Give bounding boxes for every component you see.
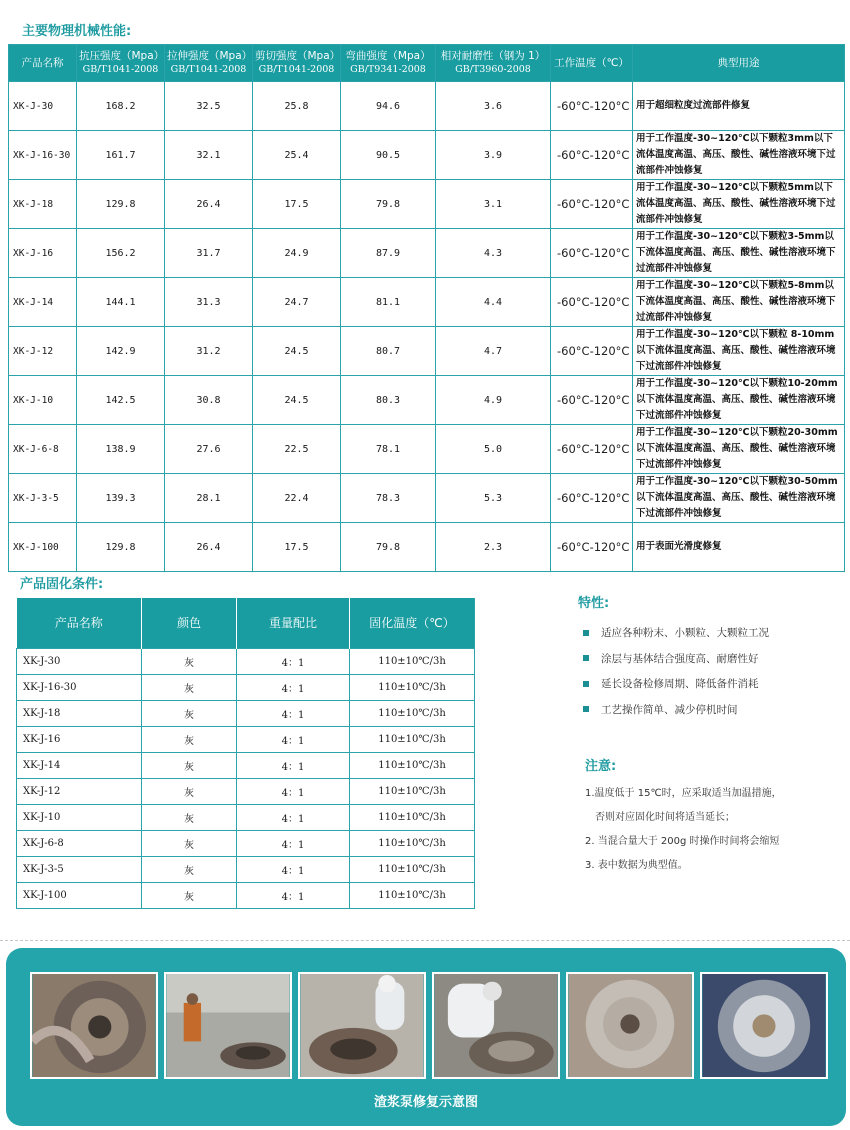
cell-bend: 80.7 (341, 327, 436, 376)
cell-wear: 3.6 (436, 82, 551, 131)
cell-use: 用于工作温度-30~120℃以下颗粒3mm以下流体温度高温、高压、酸性、碱性溶液环境下过流部件冲蚀修复 (633, 131, 845, 180)
mech-header-standard: GB/T1041-2008 (258, 64, 335, 75)
cure-conditions-table (16, 598, 475, 909)
banner-caption: 渣浆泵修复示意图 (373, 1095, 478, 1110)
cell-temp: 110±10℃/3h (350, 752, 475, 778)
cell-name: XK-J-6-8 (9, 425, 77, 474)
cell-shear: 24.5 (253, 376, 341, 425)
cell-color: 灰 (142, 856, 237, 882)
note-item: 2. 当混合量大于 200g 时操作时间将会缩短 (585, 836, 780, 847)
cell-name: XK-J-14 (9, 278, 77, 327)
table-row (9, 180, 845, 229)
cell-name: XK-J-30 (17, 648, 142, 674)
cell-wear: 5.0 (436, 425, 551, 474)
cell-bend: 79.8 (341, 523, 436, 572)
repair-photo-applying-coating (298, 972, 426, 1079)
cell-use: 用于工作温度-30~120℃以下颗粒30-50mm以下流体温度高温、高压、酸性、碱性溶液环境下过流部件冲蚀修复 (633, 474, 845, 523)
repair-photo-workshop (164, 972, 292, 1079)
table-row (9, 376, 845, 425)
cell-ratio: 4：1 (237, 674, 350, 700)
cell-name: XK-J-16 (17, 726, 142, 752)
mech-header-label: 剪切强度（Mpa） (255, 50, 341, 62)
notes-title: 注意: (585, 759, 617, 774)
table-row (9, 131, 845, 180)
cell-use: 用于工作温度-30~120℃以下颗粒3-5mm以下流体温度高温、高压、酸性、碱性溶液环境下过流部件冲蚀修复 (633, 229, 845, 278)
mech-header-standard: GB/T1041-2008 (170, 64, 247, 75)
table-row (17, 830, 475, 856)
mech-section-title: 主要物理机械性能: (22, 24, 132, 39)
cell-temp: 110±10℃/3h (350, 882, 475, 908)
cell-temp: 110±10℃/3h (350, 856, 475, 882)
list-item (583, 671, 833, 697)
table-row (9, 327, 845, 376)
list-item (583, 697, 833, 723)
cell-name: XK-J-12 (17, 778, 142, 804)
cell-compress: 161.7 (77, 131, 165, 180)
square-bullet-icon (583, 706, 589, 712)
cell-temp: 110±10℃/3h (350, 648, 475, 674)
cell-wear: 4.9 (436, 376, 551, 425)
mech-header-cell (165, 45, 253, 82)
mech-header-cell (253, 45, 341, 82)
cell-shear: 17.5 (253, 180, 341, 229)
features-title: 特性: (578, 596, 610, 611)
mech-header-standard: GB/T9341-2008 (350, 64, 426, 75)
cell-name: XK-J-6-8 (17, 830, 142, 856)
cell-bend: 81.1 (341, 278, 436, 327)
cell-tensile: 30.8 (165, 376, 253, 425)
cell-name: XK-J-12 (9, 327, 77, 376)
cell-tensile: 26.4 (165, 523, 253, 572)
notes-list (585, 782, 835, 878)
cell-color: 灰 (142, 648, 237, 674)
cell-ratio: 4：1 (237, 830, 350, 856)
cell-name: XK-J-30 (9, 82, 77, 131)
cell-color: 灰 (142, 804, 237, 830)
cell-tensile: 32.5 (165, 82, 253, 131)
cell-name: XK-J-16 (9, 229, 77, 278)
list-item (583, 646, 833, 672)
cell-name: XK-J-10 (9, 376, 77, 425)
cell-use: 用于工作温度-30~120℃以下颗粒 8-10mm 以下流体温度高温、高压、酸性、碱性溶液环境下过流部件冲蚀修复 (633, 327, 845, 376)
cell-ratio: 4：1 (237, 882, 350, 908)
cell-compress: 142.9 (77, 327, 165, 376)
cell-temp: 110±10℃/3h (350, 804, 475, 830)
repair-photo-coated-casing (566, 972, 694, 1079)
cell-use: 用于超细粒度过流部件修复 (633, 82, 845, 131)
cell-shear: 22.4 (253, 474, 341, 523)
cell-ratio: 4：1 (237, 700, 350, 726)
cell-temp: 110±10℃/3h (350, 830, 475, 856)
mech-header-label: 相对耐磨性（钢为 1） (440, 50, 546, 62)
cell-wear: 5.3 (436, 474, 551, 523)
table-row (9, 523, 845, 572)
mech-header-cell (9, 45, 77, 82)
cell-compress: 156.2 (77, 229, 165, 278)
note-item: 否则对应固化时间将适当延长； (595, 812, 735, 823)
mech-table-body (9, 82, 845, 572)
square-bullet-icon (583, 630, 589, 636)
cell-temp: -60°C-120°C (551, 474, 633, 523)
square-bullet-icon (583, 655, 589, 661)
cell-shear: 25.8 (253, 82, 341, 131)
cell-temp: 110±10℃/3h (350, 778, 475, 804)
cell-color: 灰 (142, 830, 237, 856)
feature-text: 适应各种粉末、小颗粒、大颗粒工况 (601, 627, 769, 640)
cell-wear: 4.4 (436, 278, 551, 327)
table-row (9, 82, 845, 131)
cell-ratio: 4：1 (237, 648, 350, 674)
table-row (17, 648, 475, 674)
cell-wear: 3.9 (436, 131, 551, 180)
table-row (9, 474, 845, 523)
cell-tensile: 27.6 (165, 425, 253, 474)
cell-name: XK-J-3-5 (17, 856, 142, 882)
cell-color: 灰 (142, 674, 237, 700)
cell-wear: 2.3 (436, 523, 551, 572)
cell-compress: 129.8 (77, 180, 165, 229)
cell-shear: 22.5 (253, 425, 341, 474)
dashed-divider (0, 940, 850, 941)
cure-section-title: 产品固化条件: (20, 577, 104, 592)
cure-header-cell: 固化温度（℃） (350, 598, 475, 648)
repair-photo-finished-pump (700, 972, 828, 1079)
cell-wear: 4.7 (436, 327, 551, 376)
note-item: 1.温度低于 15℃时，应采取适当加温措施， (585, 788, 782, 799)
cell-use: 用于表面光滑度修复 (633, 523, 845, 572)
cell-bend: 87.9 (341, 229, 436, 278)
cell-tensile: 31.2 (165, 327, 253, 376)
cell-temp: -60°C-120°C (551, 278, 633, 327)
mech-header-cell (436, 45, 551, 82)
cell-color: 灰 (142, 882, 237, 908)
mech-header-cell (77, 45, 165, 82)
table-row (9, 425, 845, 474)
cell-bend: 79.8 (341, 180, 436, 229)
cell-name: XK-J-3-5 (9, 474, 77, 523)
cure-header-cell: 颜色 (142, 598, 237, 648)
cell-wear: 3.1 (436, 180, 551, 229)
cure-header-row (17, 598, 475, 648)
mech-header-label: 抗压强度（Mpa） (79, 50, 165, 62)
cell-bend: 94.6 (341, 82, 436, 131)
note-item: 3. 表中数据为典型值。 (585, 860, 688, 871)
cell-name: XK-J-18 (17, 700, 142, 726)
cell-temp: 110±10℃/3h (350, 700, 475, 726)
cell-name: XK-J-16-30 (9, 131, 77, 180)
cell-shear: 24.9 (253, 229, 341, 278)
cell-temp: -60°C-120°C (551, 131, 633, 180)
mech-header-cell (633, 45, 845, 82)
cell-temp: -60°C-120°C (551, 523, 633, 572)
cell-tensile: 31.3 (165, 278, 253, 327)
cell-compress: 168.2 (77, 82, 165, 131)
cell-temp: 110±10℃/3h (350, 726, 475, 752)
mech-header-standard: GB/T1041-2008 (82, 64, 159, 75)
cell-temp: 110±10℃/3h (350, 674, 475, 700)
table-row (17, 752, 475, 778)
cell-bend: 90.5 (341, 131, 436, 180)
cell-compress: 144.1 (77, 278, 165, 327)
repair-photo-banner (6, 948, 846, 1126)
cell-compress: 129.8 (77, 523, 165, 572)
cell-tensile: 31.7 (165, 229, 253, 278)
cure-header-cell: 重量配比 (237, 598, 350, 648)
cell-ratio: 4：1 (237, 726, 350, 752)
cell-ratio: 4：1 (237, 752, 350, 778)
feature-text: 涂层与基体结合强度高、耐磨性好 (601, 652, 759, 665)
cell-use: 用于工作温度-30~120℃以下颗粒5mm以下流体温度高温、高压、酸性、碱性溶液环境下过流部件冲蚀修复 (633, 180, 845, 229)
cell-color: 灰 (142, 726, 237, 752)
cell-color: 灰 (142, 752, 237, 778)
cure-table-body (17, 648, 475, 908)
cell-shear: 17.5 (253, 523, 341, 572)
cell-shear: 25.4 (253, 131, 341, 180)
table-row (9, 229, 845, 278)
cell-name: XK-J-10 (17, 804, 142, 830)
cell-tensile: 32.1 (165, 131, 253, 180)
cell-temp: -60°C-120°C (551, 327, 633, 376)
mech-header-label: 工作温度（℃） (554, 57, 629, 69)
mech-header-row (9, 45, 845, 82)
table-row (17, 726, 475, 752)
cell-name: XK-J-16-30 (17, 674, 142, 700)
table-row (17, 804, 475, 830)
cell-bend: 78.3 (341, 474, 436, 523)
cell-color: 灰 (142, 700, 237, 726)
cell-temp: -60°C-120°C (551, 229, 633, 278)
cell-wear: 4.3 (436, 229, 551, 278)
mech-header-standard: GB/T3960-2008 (455, 64, 531, 75)
mech-header-label: 拉伸强度（Mpa） (167, 50, 253, 62)
feature-text: 工艺操作简单、减少停机时间 (601, 703, 738, 716)
cell-compress: 142.5 (77, 376, 165, 425)
cell-compress: 139.3 (77, 474, 165, 523)
cell-color: 灰 (142, 778, 237, 804)
table-row (17, 674, 475, 700)
table-row (17, 700, 475, 726)
mech-properties-table (8, 44, 845, 572)
cell-use: 用于工作温度-30~120℃以下颗粒10-20mm以下流体温度高温、高压、酸性、碱性溶液环境下过流部件冲蚀修复 (633, 376, 845, 425)
cell-temp: -60°C-120°C (551, 180, 633, 229)
table-row (9, 278, 845, 327)
cell-compress: 138.9 (77, 425, 165, 474)
cell-shear: 24.7 (253, 278, 341, 327)
table-row (17, 856, 475, 882)
cell-tensile: 26.4 (165, 180, 253, 229)
cell-name: XK-J-100 (17, 882, 142, 908)
repair-photo-worker-smoothing (432, 972, 560, 1079)
features-list (583, 620, 833, 722)
cell-temp: -60°C-120°C (551, 82, 633, 131)
mech-header-cell (551, 45, 633, 82)
feature-text: 延长设备检修周期、降低备件消耗 (601, 678, 759, 691)
cell-name: XK-J-100 (9, 523, 77, 572)
cell-name: XK-J-18 (9, 180, 77, 229)
mech-header-label: 产品名称 (21, 57, 64, 69)
cell-tensile: 28.1 (165, 474, 253, 523)
cell-ratio: 4：1 (237, 804, 350, 830)
cell-temp: -60°C-120°C (551, 376, 633, 425)
mech-header-cell (341, 45, 436, 82)
repair-photo-worn-impeller (30, 972, 158, 1079)
mech-header-label: 典型用途 (717, 57, 760, 69)
cell-use: 用于工作温度-30~120℃以下颗粒5-8mm以下流体温度高温、高压、酸性、碱性溶液环境下过流部件冲蚀修复 (633, 278, 845, 327)
cell-name: XK-J-14 (17, 752, 142, 778)
square-bullet-icon (583, 681, 589, 687)
list-item (583, 620, 833, 646)
cell-bend: 78.1 (341, 425, 436, 474)
cell-temp: -60°C-120°C (551, 425, 633, 474)
cell-use: 用于工作温度-30~120℃以下颗粒20-30mm以下流体温度高温、高压、酸性、碱性溶液环境下过流部件冲蚀修复 (633, 425, 845, 474)
mech-header-label: 弯曲强度（Mpa） (345, 50, 431, 62)
cell-ratio: 4：1 (237, 778, 350, 804)
table-row (17, 778, 475, 804)
cure-header-cell: 产品名称 (17, 598, 142, 648)
table-row (17, 882, 475, 908)
cell-ratio: 4：1 (237, 856, 350, 882)
cell-shear: 24.5 (253, 327, 341, 376)
cell-bend: 80.3 (341, 376, 436, 425)
